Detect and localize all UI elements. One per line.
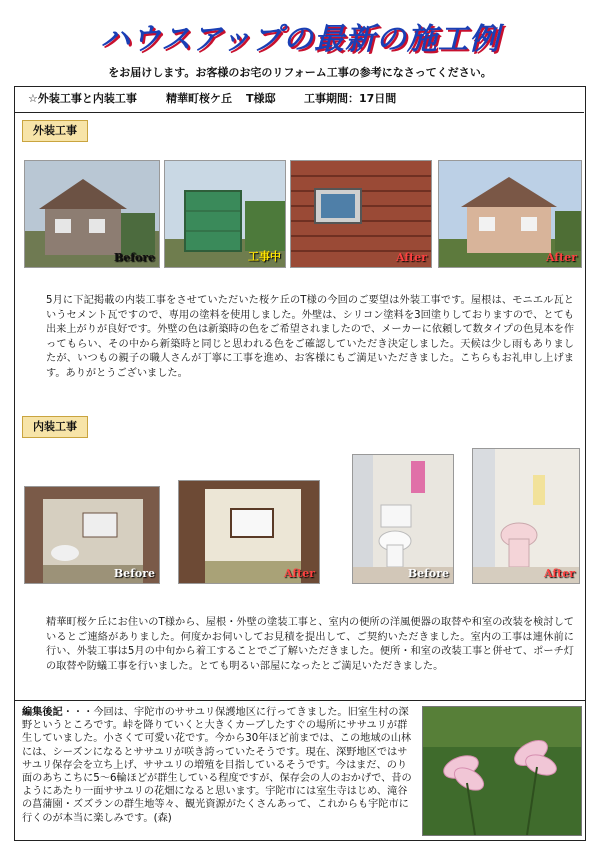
project-name: ☆外装工事と内装工事 — [28, 92, 137, 105]
interior-photo-room-before — [24, 486, 160, 584]
exterior-photo-label-1: Before — [113, 251, 155, 264]
toilet-before-image — [353, 455, 453, 583]
exterior-photo-label-3: After — [396, 251, 427, 264]
section-divider — [14, 700, 585, 701]
toilet-after-image — [473, 449, 579, 583]
lily-image — [423, 707, 581, 835]
exterior-photo-label-4: After — [546, 251, 577, 264]
editor-note-signature: (森) — [153, 812, 172, 824]
interior-description: 精華町桜ケ丘にお住いのT様から、屋根・外壁の塗装工事と、室内の便所の洋風便器の取替や和室の改装を検討しているとご連絡がありました。何度かお伺いしてお見積を提出して、ご契約いただきました。室内の工事は連休前に行い、外装工事は5月の中旬から着工することでご了解いただきました。便所・和室の改装工事と併せて、ポーチ灯の取替や防蟻工事を行いました。とても明るい部屋になったとご満足いただきました。 — [46, 617, 574, 672]
project-client: T様邸 — [246, 92, 276, 105]
interior-photo-label-3: Before — [407, 567, 449, 580]
interior-photo-toilet-before — [352, 454, 454, 584]
project-location: 精華町桜ケ丘 — [166, 92, 232, 105]
editor-note — [22, 706, 416, 825]
interior-photo-label-1: Before — [113, 567, 155, 580]
exterior-photo-house-after — [438, 160, 582, 268]
exterior-photo-roof-after — [290, 160, 432, 268]
exterior-heading: 外装工事 — [22, 120, 88, 142]
sasayuri-photo — [422, 706, 582, 836]
editor-note-lead: ・・・ — [62, 707, 94, 718]
exterior-photo-label-2: 工事中 — [248, 250, 281, 263]
interior-photo-toilet-after — [472, 448, 580, 584]
interior-heading: 内装工事 — [22, 416, 88, 438]
project-period: 工事期間：17日間 — [304, 92, 397, 105]
exterior-description: 5月に下記掲載の内装工事をさせていただいた桜ケ丘のT様の今回のご要望は外装工事です。屋根は、モニエル瓦というセメント瓦ですので、専用の塗料を使用しました。外壁は、シリコン塗料を3回塗りしておりますので、とても出来上がりが良好です。外壁の色は新築時の色をご希望されましたので、メーカーに依頼して数タイプの色見本を作ってもらい、その中から新築時と同じと思われる色をご確認していただき決定しました。天候は少し雨もありましたが、いつもの親子の職人さんが丁寧に工事を進め、お客様にもご満足いただきました。こちらもお礼申し上げます。ありがとうございました。 — [46, 295, 575, 379]
editor-note-text: 今回は、宇陀市のササユリ保護地区に行ってきました。旧室生村の深野というところです。峠を降りていくと大きくカーブしたすぐの場所にササユリが群生していました。小さくて可愛い花です。今から30年ほど前までは、この地域の山林には、シーズンになるとササユリが咲き誇っていたそうです。現在、深野地区ではササユリ保存会を立ち上げ、ササユリの増殖を目指しているそうです。今はまだ、のり面のあちこちに5～6輪ほどが群生している程度ですが、保存会の人のおかげで、昔のようにあたり一面ササユリの花畑になると思います。宇陀市には室生寺はじめ、滝谷の菖蒲園・ズズランの群生地等々、観光資源がたくさんあって、これからも宇陀市に行くのが本当に楽しみです。 — [22, 707, 412, 824]
interior-photo-label-4: After — [544, 567, 575, 580]
interior-photo-room-after — [178, 480, 320, 584]
exterior-photo-before — [24, 160, 160, 268]
exterior-photo-during — [164, 160, 286, 268]
page-subtitle: をお届けします。お客様のお宅のリフォーム工事の参考になさってください。 — [108, 66, 492, 79]
interior-photo-label-2: After — [284, 567, 315, 580]
editor-note-heading: 編集後記 — [22, 707, 63, 718]
page-title: ハウスアップの最新の施工例 — [100, 22, 500, 57]
project-info-bar — [14, 86, 584, 113]
